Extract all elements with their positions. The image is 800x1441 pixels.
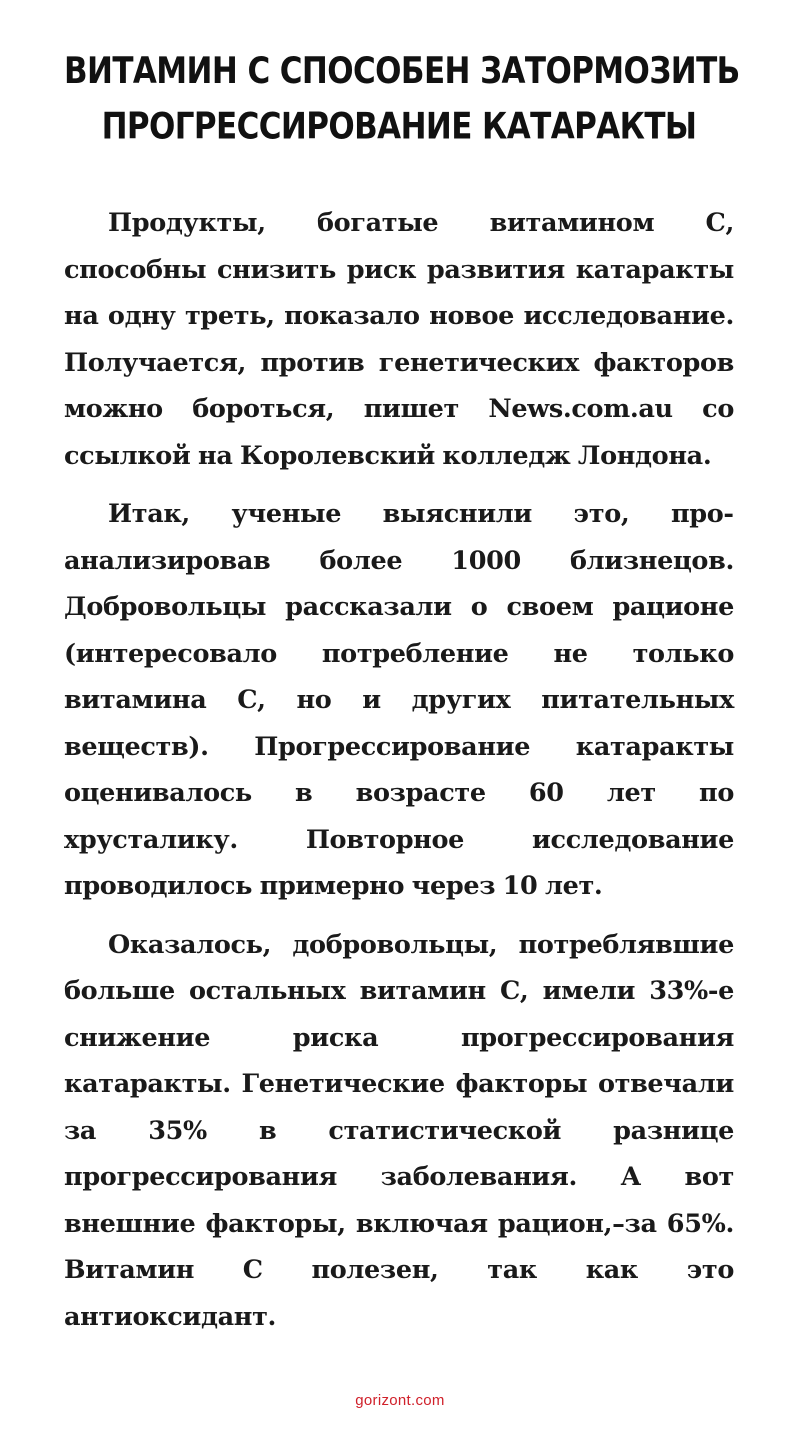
headline-line-2: ПРОГРЕССИРОВАНИЕ КАТАРАКТЫ — [101, 105, 697, 148]
headline-line-1: ВИТАМИН С СПОСОБЕН ЗАТОРМОЗИТЬ — [64, 49, 740, 93]
article-paragraph-1: Продукты, богатые витамином С, способны снизить риск развития катаракты на одну треть, показало новое исследование. Получается, против генетических факторов можно бороться, пишет News.com.au со ссылкой на Королевский колледж Лондона. — [64, 208, 734, 471]
article-body — [64, 200, 734, 1340]
article-paragraph-2: Итак, ученые выяснили это, проанализировав более 1000 близнецов. Добровольцы рассказали о своем рационе (интересовало потребление не только витамина С, но и других питательных веществ). Прогрессирование катаракты оценивалось в возрасте 60 лет по хрусталику. Повторное исследование проводилось примерно через 10 лет. — [64, 499, 734, 901]
article-headline — [64, 44, 740, 155]
article-paragraph-3: Оказалось, добровольцы, потреблявшие больше остальных витамин С, имели 33%-е снижение риска прогрессирования катаракты. Генетические факторы отвечали за 35% в статистической разнице прогрессирования заболевания. А вот внешние факторы, включая рацион,–за 65%. Витамин С полезен, так как это антиоксидант. — [64, 929, 734, 1332]
source-watermark: gorizont.com — [355, 1392, 445, 1409]
